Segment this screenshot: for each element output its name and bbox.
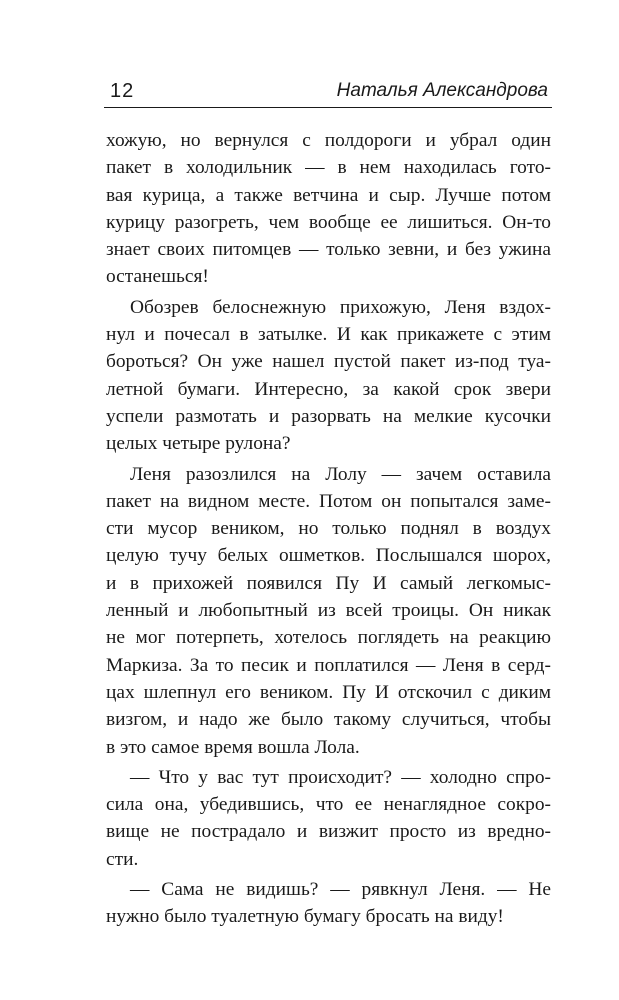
text-line: сила она, убедившись, что ее ненаглядное сокро-: [106, 794, 551, 816]
text-line: вище не пострадало и визжит просто из вредно-: [106, 821, 551, 843]
text-line: хожую, но вернулся с полдороги и убрал один: [106, 130, 551, 151]
text-line: бороться? Он уже нашел пустой пакет из-под туа-: [106, 351, 551, 373]
page-number: 12: [110, 80, 135, 102]
text-line: Обозрев белоснежную прихожую, Леня вздох-: [130, 296, 551, 318]
text-line: сти.: [106, 848, 139, 870]
text-line: — Сама не видишь? — рявкнул Леня. — Не: [130, 879, 551, 901]
text-line: летной бумаги. Интересно, за какой срок звери: [106, 378, 551, 400]
text-line: нул и почесал в затылке. И как прикажете с этим: [106, 324, 551, 346]
paragraph: [106, 294, 551, 458]
text-line: целую тучу белых ошметков. Послышался шорох,: [106, 545, 551, 567]
paragraph: [106, 461, 551, 761]
author-name: Наталья Александрова: [336, 80, 548, 101]
text-line: цах шлепнул его веником. Пу И отскочил с диким: [106, 681, 551, 703]
text-line: Леня разозлился на Лолу — зачем оставила: [130, 463, 551, 485]
text-line: Маркиза. За то песик и поплатился — Леня в серд-: [106, 654, 551, 676]
text-line: знает своих питомцев — только зевни, и без ужина: [106, 239, 551, 261]
body-text: [106, 127, 551, 931]
text-line: останешься!: [106, 266, 209, 288]
text-line: не мог потерпеть, хотелось поглядеть на реакцию: [106, 627, 551, 649]
text-line: пакет на видном месте. Потом он попытался заме-: [106, 490, 551, 512]
text-line: — Что у вас тут происходит? — холодно спро-: [130, 766, 551, 788]
text-line: пакет в холодильник — в нем находилась гото-: [106, 157, 551, 179]
text-line: визгом, и надо же было такому случиться, чтобы: [106, 709, 551, 731]
text-line: нужно было туалетную бумагу бросать на виду!: [106, 906, 504, 928]
paragraph: [106, 876, 551, 931]
text-line: и в прихожей появился Пу И самый легкомыс-: [106, 572, 551, 594]
paragraph: [106, 764, 551, 873]
text-line: сти мусор веником, но только поднял в воздух: [106, 518, 551, 540]
text-line: ленный и любопытный из всей троицы. Он никак: [106, 600, 551, 622]
text-line: целых четыре рулона?: [106, 433, 291, 455]
text-line: успели размотать и разорвать на мелкие кусочки: [106, 405, 551, 427]
paragraph: [106, 127, 551, 291]
header-rule: [104, 107, 552, 108]
text-line: вая курица, а также ветчина и сыр. Лучше потом: [106, 184, 551, 206]
running-header: [106, 78, 550, 106]
text-line: курицу разогреть, чем вообще ее лишиться. Он-то: [106, 211, 551, 233]
text-line: в это самое время вошла Лола.: [106, 736, 360, 758]
